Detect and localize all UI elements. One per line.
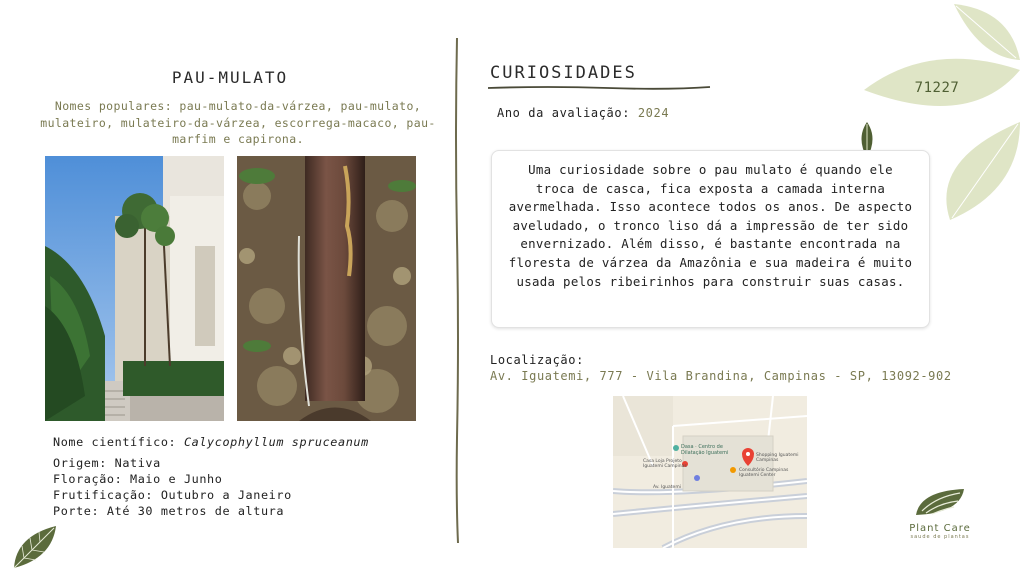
brand-tagline: saude de plantas [910, 534, 970, 540]
heading-underline [488, 85, 713, 91]
brand-logo [900, 485, 980, 540]
badge-number: 71227 [914, 80, 960, 96]
popular-names: Nomes populares: pau-mulato-da-várzea, pau-mulato, mulateiro, mulateiro-da-várzea, escorrega-macaco, pau-marfim e capirona. [40, 99, 436, 146]
flowering: Floração: Maio e Junho [53, 472, 223, 486]
plant-name: PAU-MULATO [171, 68, 289, 87]
brand-name: Plant Care [909, 523, 971, 534]
brand-leaf-icon [910, 485, 970, 521]
svg-text:Shopping Iguatemi: Shopping Iguatemi [756, 453, 799, 458]
scientific-label: Nome científico: [53, 435, 177, 449]
vertical-divider [452, 38, 462, 543]
scientific-name-line [53, 434, 433, 451]
size: Porte: Até 30 metros de altura [53, 504, 285, 518]
svg-text:Consultório Campinas: Consultório Campinas [739, 468, 789, 473]
year-label: Ano da avaliação: [497, 106, 631, 120]
location-map[interactable] [613, 396, 807, 548]
location-label: Localização: [490, 353, 584, 367]
photo-tree-trunk [237, 156, 416, 421]
svg-text:Casa Loja Projeto: Casa Loja Projeto [643, 459, 682, 464]
leaf-decoration-top-right-icon [860, 0, 1024, 222]
year-value: 2024 [637, 106, 670, 120]
svg-text:Dasa · Centro de: Dasa · Centro de [681, 444, 723, 450]
photo-building-trees [45, 156, 224, 421]
scientific-name: Calycophyllum spruceanum [183, 435, 369, 449]
svg-text:Iguatemi Center: Iguatemi Center [739, 473, 776, 478]
svg-text:Av. Iguatemi: Av. Iguatemi [653, 485, 681, 490]
fruiting: Frutificação: Outubro a Janeiro [53, 488, 292, 502]
svg-text:Campinas: Campinas [756, 458, 779, 463]
origin: Origem: Nativa [53, 456, 161, 470]
evaluation-year [497, 106, 669, 120]
curiosities-heading: CURIOSIDADES [490, 63, 637, 83]
location-address[interactable]: Av. Iguatemi, 777 - Vila Brandina, Campinas - SP, 13092-902 [490, 369, 952, 383]
curiosity-text: Uma curiosidade sobre o pau mulato é quando ele troca de casca, fica exposta a camada interna avermelhada. Isso acontece todos os anos. De aspecto aveludado, o tronco liso dá a impressão de ter sido envernizado. Além disso, é bastante encontrada na floresta de várzea da Amazônia e sua madeira é muito usada pelos ribeirinhos para construir suas casas. [508, 162, 913, 289]
svg-text:Iguatemi Campinas: Iguatemi Campinas [643, 464, 687, 469]
leaf-decoration-bottom-left-icon [10, 522, 60, 572]
svg-text:Dilatação Iguatemi: Dilatação Iguatemi [681, 450, 729, 456]
